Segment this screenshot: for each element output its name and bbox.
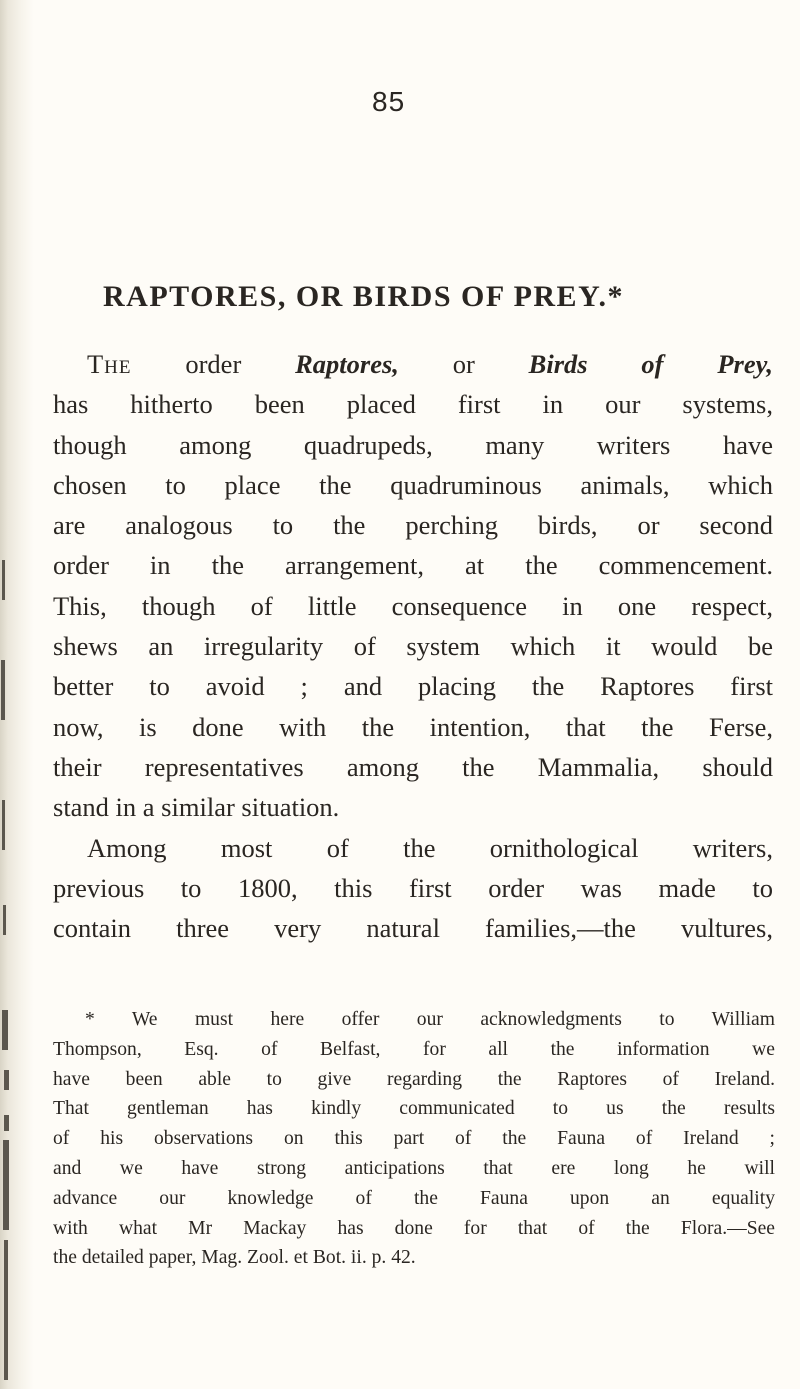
text-line: previous to 1800, this first order was made to (53, 872, 773, 903)
footnote-line: Thompson, Esq. of Belfast, for all the information we (53, 1038, 775, 1060)
footnote-line: * We must here offer our acknowledgments to William (85, 1009, 775, 1030)
text-line: though among quadrupeds, many writers have (53, 429, 773, 460)
lead-word: The (87, 349, 132, 379)
paragraph-opening-line (53, 344, 773, 384)
footnote-line: have been able to give regarding the Raptores of Ireland. (53, 1068, 775, 1090)
text-line: chosen to place the quadruminous animals, which (53, 469, 773, 500)
footnote-line: and we have strong anticipations that ere long he will (53, 1157, 775, 1179)
text-line: their representatives among the Mammalia, should (53, 751, 773, 782)
text-line: has hitherto been placed first in our systems, (53, 389, 773, 420)
text-line: are analogous to the perching birds, or second (53, 510, 773, 541)
section-heading: RAPTORES, OR BIRDS OF PREY.* (103, 280, 624, 313)
text-line: now, is done with the intention, that the Ferse, (53, 711, 773, 742)
text-line: This, though of little consequence in one respect, (53, 590, 773, 621)
footnote-line: advance our knowledge of the Fauna upon an equality (53, 1187, 775, 1209)
paragraph (53, 344, 773, 828)
text-line: better to avoid ; and placing the Raptores first (53, 671, 773, 702)
text-line: shews an irregularity of system which it would be (53, 631, 773, 662)
paragraph (53, 828, 773, 949)
body-text (53, 344, 773, 948)
term-raptores: Raptores, (295, 349, 399, 379)
text-run: or (398, 349, 529, 379)
text-run: order (131, 349, 296, 379)
footnote-line: of his observations on this part of the Fauna of Ireland ; (53, 1128, 775, 1150)
text-line: stand in a similar situation. (53, 792, 340, 823)
footnote-line: with what Mr Mackay has done for that of the Flora.—See (53, 1217, 775, 1239)
page-number: 85 (372, 86, 406, 117)
footnote-line: That gentleman has kindly communicated to us the results (53, 1098, 775, 1120)
text-line: contain three very natural families,—the vultures, (53, 913, 773, 944)
footnote (53, 1005, 775, 1273)
text-line: order in the arrangement, at the commencement. (53, 550, 773, 581)
term-birds-of-prey: Birds of Prey, (528, 349, 773, 379)
text-line: Among most of the ornithological writers, (87, 832, 773, 863)
footnote-line: the detailed paper, Mag. Zool. et Bot. ii. p. 42. (53, 1247, 416, 1269)
